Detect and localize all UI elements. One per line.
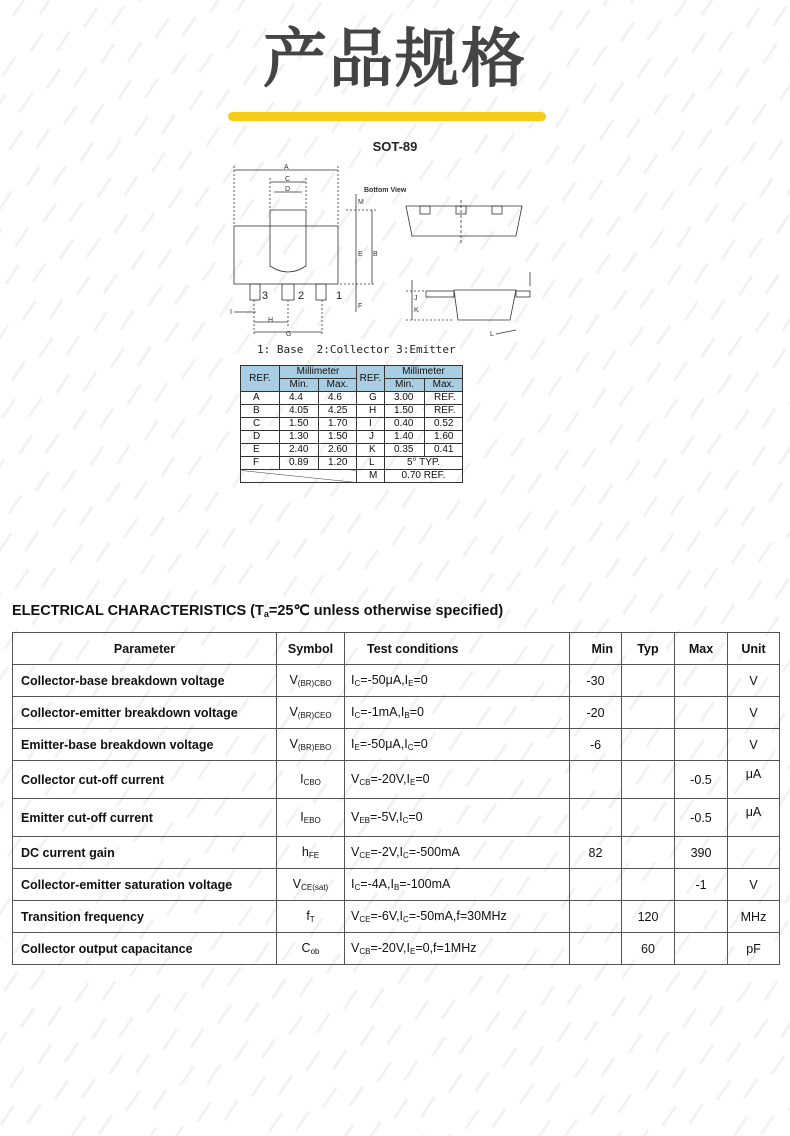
package-body (234, 226, 338, 284)
parameter-cell: DC current gain (13, 837, 277, 869)
package-drawing (226, 160, 546, 360)
condition-part: V (351, 909, 360, 923)
parameter-cell: Emitter cut-off current (13, 799, 277, 837)
unit-cell: V (728, 665, 780, 697)
dimension-cell: 0.70 REF. (385, 470, 463, 483)
dimension-cell: 4.6 (319, 392, 357, 405)
dimension-cell: L (357, 457, 385, 470)
dimension-cell: M (357, 470, 385, 483)
max-header-left: Max. (319, 379, 357, 392)
dim-label-e: E (358, 251, 363, 258)
parameter-cell: Transition frequency (13, 901, 277, 933)
dim-label-g: G (286, 331, 292, 338)
symbol-cell (277, 901, 345, 933)
unit-header-left: Millimeter (280, 366, 357, 379)
parameter-cell: Collector cut-off current (13, 761, 277, 799)
condition-part: I (351, 705, 355, 719)
max-cell (675, 665, 728, 697)
typ-cell (622, 799, 675, 837)
dimension-cell: 0.41 (425, 444, 463, 457)
condition-part: I (351, 673, 355, 687)
symbol-main: V (292, 877, 302, 891)
dim-label-a: A (284, 164, 289, 171)
condition-part: =0 (413, 673, 428, 687)
symbol-subscript: FE (308, 851, 320, 860)
table-row (13, 697, 780, 729)
table-row (13, 799, 780, 837)
max-cell: -0.5 (675, 761, 728, 799)
dimension-row (241, 444, 501, 457)
condition-part: E (354, 743, 360, 752)
dimension-cell: E (241, 444, 280, 457)
dimension-cell: 1.20 (319, 457, 357, 470)
typ-cell (622, 837, 675, 869)
condition-part: =-500mA (408, 845, 460, 859)
condition-part: C (403, 915, 409, 924)
electrical-title-prefix: ELECTRICAL CHARACTERISTICS (T (12, 603, 264, 619)
condition-part: =-50μA,I (360, 673, 409, 687)
electrical-title-sub: a (263, 609, 269, 619)
dimension-cell: 0.52 (425, 418, 463, 431)
dimension-cell: A (241, 392, 280, 405)
condition-part: V (351, 845, 360, 859)
table-row (13, 665, 780, 697)
condition-part: CB (359, 778, 371, 787)
symbol-subscript: ob (310, 947, 320, 956)
max-cell (675, 697, 728, 729)
dim-label-h: H (268, 317, 274, 324)
condition-part: E (409, 947, 416, 956)
condition-part: =-4A,I (360, 877, 394, 891)
dimension-cell: B (241, 405, 280, 418)
dimension-cell: C (241, 418, 280, 431)
symbol-subscript: T (309, 915, 315, 924)
condition-part: =-20V,I (370, 772, 410, 786)
package-name: SOT-89 (372, 139, 418, 154)
collector-tab (270, 210, 306, 272)
symbol-main: f (306, 909, 310, 923)
dimension-cell: 1.50 (319, 431, 357, 444)
condition-part: =-1mA,I (360, 705, 405, 719)
ref-header-left: REF. (241, 366, 280, 392)
unit-cell (728, 837, 780, 869)
condition-part: =-20V,I (370, 941, 410, 955)
dimension-cell: REF. (425, 405, 463, 418)
condition-part: CE (359, 851, 371, 860)
dimension-cell: J (357, 431, 385, 444)
condition-part: =-100mA (399, 877, 451, 891)
typ-cell (622, 761, 675, 799)
table-row (13, 761, 780, 799)
dimension-cell: 3.00 (385, 392, 425, 405)
dimension-cell: 1.50 (385, 405, 425, 418)
dimension-row (241, 431, 501, 444)
pin-legend: 1: Base 2:Collector 3:Emitter (257, 343, 456, 356)
dimension-cell: I (357, 418, 385, 431)
condition-part: =-5V,I (370, 810, 403, 824)
header-min: Min (570, 633, 622, 665)
header-typ: Typ (622, 633, 675, 665)
typ-cell (622, 665, 675, 697)
electrical-title-suffix: =25℃ unless otherwise specified) (268, 603, 504, 619)
header-max: Max (675, 633, 728, 665)
pin-2 (282, 284, 294, 300)
dimension-cell: H (357, 405, 385, 418)
min-cell (570, 869, 622, 901)
max-cell (675, 729, 728, 761)
ref-header-right: REF. (357, 366, 385, 392)
dimension-cell: G (357, 392, 385, 405)
condition-part: C (354, 679, 361, 688)
conditions-cell (345, 729, 570, 761)
min-cell: -20 (570, 697, 622, 729)
table-row (13, 729, 780, 761)
symbol-cell (277, 761, 345, 799)
symbol-cell (277, 933, 345, 965)
conditions-cell (345, 697, 570, 729)
header-symbol: Symbol (277, 633, 345, 665)
min-header-right: Min. (385, 379, 425, 392)
condition-part: E (408, 679, 414, 688)
parameter-cell: Collector-emitter breakdown voltage (13, 697, 277, 729)
header-parameter: Parameter (13, 633, 277, 665)
parameter-cell: Collector output capacitance (13, 933, 277, 965)
dim-label-m: M (358, 199, 364, 206)
condition-part: CB (359, 947, 371, 956)
pin-3 (250, 284, 260, 300)
dimension-cell: 1.70 (319, 418, 357, 431)
blank-cell (241, 470, 357, 483)
unit-cell: pF (728, 933, 780, 965)
symbol-cell (277, 729, 345, 761)
parameter-cell: Collector-emitter saturation voltage (13, 869, 277, 901)
symbol-main: I (300, 772, 304, 786)
dimension-cell: 1.60 (425, 431, 463, 444)
symbol-cell (277, 869, 345, 901)
dimension-cell: F (241, 457, 280, 470)
condition-part: V (351, 772, 360, 786)
symbol-cell (277, 837, 345, 869)
dimension-cell: 4.25 (319, 405, 357, 418)
max-cell: 390 (675, 837, 728, 869)
pin-label-2: 2 (298, 290, 305, 302)
conditions-cell (345, 799, 570, 837)
condition-part: I (351, 737, 355, 751)
side-view-body (454, 290, 516, 320)
symbol-subscript: CBO (303, 778, 321, 787)
min-cell: 82 (570, 837, 622, 869)
condition-part: C (407, 743, 414, 752)
symbol-main: I (300, 810, 304, 824)
dimension-row (241, 418, 501, 431)
conditions-cell (345, 665, 570, 697)
max-cell (675, 901, 728, 933)
symbol-subscript: EBO (303, 816, 321, 825)
dimension-table (240, 365, 501, 483)
typ-cell (622, 697, 675, 729)
min-cell (570, 933, 622, 965)
unit-cell: μA (728, 799, 780, 837)
condition-part: C (354, 883, 361, 892)
condition-part: B (404, 711, 410, 720)
electrical-title (12, 603, 503, 619)
conditions-cell (345, 869, 570, 901)
unit-cell: μA (728, 761, 780, 799)
symbol-subscript: (BR)CBO (297, 679, 332, 688)
electrical-table (12, 632, 780, 965)
condition-part: C (403, 851, 409, 860)
dimension-cell: 2.40 (280, 444, 319, 457)
symbol-cell (277, 799, 345, 837)
dimension-cell: 1.30 (280, 431, 319, 444)
condition-part: =0 (413, 737, 428, 751)
dimension-cell: 5° TYP. (385, 457, 463, 470)
unit-cell: V (728, 697, 780, 729)
max-header-right: Max. (425, 379, 463, 392)
dim-label-c: C (285, 176, 291, 183)
dim-label-i: I (230, 309, 232, 316)
dim-label-k: K (414, 307, 419, 314)
max-cell (675, 933, 728, 965)
max-cell: -1 (675, 869, 728, 901)
min-cell (570, 799, 622, 837)
condition-part: V (351, 941, 360, 955)
header-unit: Unit (728, 633, 780, 665)
min-cell (570, 901, 622, 933)
condition-part: CE (359, 915, 371, 924)
condition-part: =0 (415, 772, 430, 786)
dimension-cell: REF. (425, 392, 463, 405)
symbol-main: h (301, 845, 309, 859)
table-row (13, 901, 780, 933)
typ-cell (622, 729, 675, 761)
symbol-main: V (289, 673, 298, 687)
typ-cell (622, 869, 675, 901)
dimension-cell: 0.40 (385, 418, 425, 431)
pin-label-1: 1 (336, 290, 343, 302)
min-cell: -6 (570, 729, 622, 761)
dimension-cell: 1.40 (385, 431, 425, 444)
condition-part: V (351, 810, 360, 824)
dimension-cell: 4.4 (280, 392, 319, 405)
conditions-cell (345, 933, 570, 965)
symbol-main: V (289, 705, 298, 719)
dimension-cell: 0.35 (385, 444, 425, 457)
unit-cell: MHz (728, 901, 780, 933)
dimension-cell: 0.89 (280, 457, 319, 470)
conditions-cell (345, 837, 570, 869)
dim-label-j: J (414, 295, 418, 302)
dimension-row (241, 392, 501, 405)
pin-label-3: 3 (262, 290, 269, 302)
symbol-subscript: (BR)EBO (298, 743, 332, 752)
dimension-cell: D (241, 431, 280, 444)
page-title: 产品规格 (263, 23, 527, 97)
dim-label-l: L (490, 331, 494, 338)
dimension-row (241, 457, 501, 470)
condition-part: =-2V,I (370, 845, 404, 859)
symbol-subscript: (BR)CEO (297, 711, 332, 720)
condition-part: =0,f=1MHz (415, 941, 477, 955)
unit-header-right: Millimeter (385, 366, 463, 379)
bottom-view-label: Bottom View (364, 187, 407, 194)
dimension-cell: 1.50 (280, 418, 319, 431)
parameter-cell: Emitter-base breakdown voltage (13, 729, 277, 761)
condition-part: E (409, 778, 416, 787)
conditions-cell (345, 901, 570, 933)
symbol-cell (277, 697, 345, 729)
typ-cell: 60 (622, 933, 675, 965)
symbol-main: V (289, 737, 298, 751)
dimension-row (241, 470, 501, 483)
table-row (13, 837, 780, 869)
condition-part: C (354, 711, 361, 720)
dim-label-f: F (358, 303, 363, 310)
parameter-cell: Collector-base breakdown voltage (13, 665, 277, 697)
dimension-cell: K (357, 444, 385, 457)
bottom-view-body (406, 206, 522, 236)
dimension-row (241, 405, 501, 418)
max-cell: -0.5 (675, 799, 728, 837)
condition-part: =-50μA,I (359, 737, 408, 751)
min-header-left: Min. (280, 379, 319, 392)
symbol-cell (277, 665, 345, 697)
dimension-cell: 2.60 (319, 444, 357, 457)
condition-part: =-6V,I (370, 909, 404, 923)
condition-part: EB (359, 816, 371, 825)
unit-cell: V (728, 869, 780, 901)
condition-part: =0 (409, 705, 424, 719)
condition-part: C (402, 816, 409, 825)
typ-cell: 120 (622, 901, 675, 933)
dimension-cell: 4.05 (280, 405, 319, 418)
dim-label-b: B (373, 251, 378, 258)
pin-1 (316, 284, 326, 300)
condition-part: I (351, 877, 355, 891)
condition-part: B (393, 883, 400, 892)
symbol-main: C (301, 941, 311, 955)
header-conditions: Test conditions (345, 633, 570, 665)
symbol-subscript: CE(sat) (301, 883, 329, 892)
table-row (13, 933, 780, 965)
min-cell: -30 (570, 665, 622, 697)
condition-part: =-50mA,f=30MHz (408, 909, 507, 923)
dim-label-d: D (285, 186, 291, 193)
title-underline (228, 112, 546, 121)
condition-part: =0 (408, 810, 423, 824)
table-row (13, 869, 780, 901)
unit-cell: V (728, 729, 780, 761)
min-cell (570, 761, 622, 799)
conditions-cell (345, 761, 570, 799)
